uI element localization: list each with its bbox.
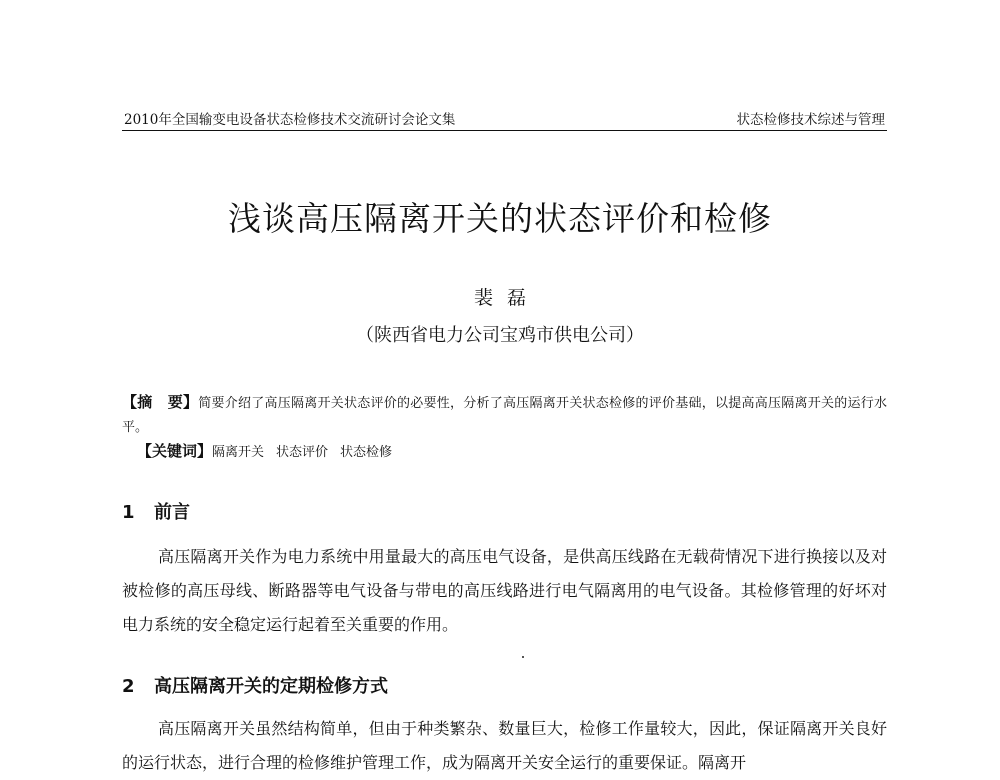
keyword-item: 状态评价: [276, 445, 329, 460]
section-number: 1: [122, 502, 135, 523]
author-name: 裴磊: [473, 287, 540, 309]
abstract-text: 简要介绍了高压隔离开关状态评价的必要性，分析了高压隔离开关状态检修的评价基础，以提高高压隔离开关的运行水平。: [122, 396, 887, 435]
journal-title: 2010年全国输变电设备状态检修技术交流研讨会论文集: [124, 112, 456, 128]
section-heading-2: [122, 672, 388, 698]
author-affiliation: （陕西省电力公司宝鸡市供电公司）: [356, 325, 644, 346]
abstract: [122, 390, 887, 440]
section-heading-1: [122, 498, 190, 524]
scan-speck: [522, 656, 524, 658]
abstract-label: 【摘 要】: [122, 393, 199, 411]
keyword-item: 隔离开关: [212, 445, 265, 460]
running-header: [122, 106, 887, 131]
section-title: 高压隔离开关的定期检修方式: [154, 676, 388, 697]
keywords: [137, 440, 392, 461]
section-title: 前言: [154, 502, 190, 523]
section-2-paragraph: 高压隔离开关虽然结构简单，但由于种类繁杂、数量巨大，检修工作量较大，因此，保证隔离开关良好的运行状态，进行合理的检修维护管理工作，成为隔离开关安全运行的重要保证。隔离开: [122, 719, 887, 772]
section-1-paragraph: 高压隔离开关作为电力系统中用量最大的高压电气设备，是供高压线路在无载荷情况下进行换接以及对被检修的高压母线、断路器等电气设备与带电的高压线路进行电气隔离用的电气设备。其检修管理的好坏对电力系统的安全稳定运行起着至关重要的作用。: [122, 547, 887, 634]
keyword-item: 状态检修: [340, 445, 393, 460]
section-number: 2: [122, 676, 135, 697]
section-category: 状态检修技术综述与管理: [736, 112, 885, 128]
keywords-label: 【关键词】: [137, 442, 213, 460]
paper-title: 浅谈高压隔离开关的状态评价和检修: [228, 199, 772, 238]
